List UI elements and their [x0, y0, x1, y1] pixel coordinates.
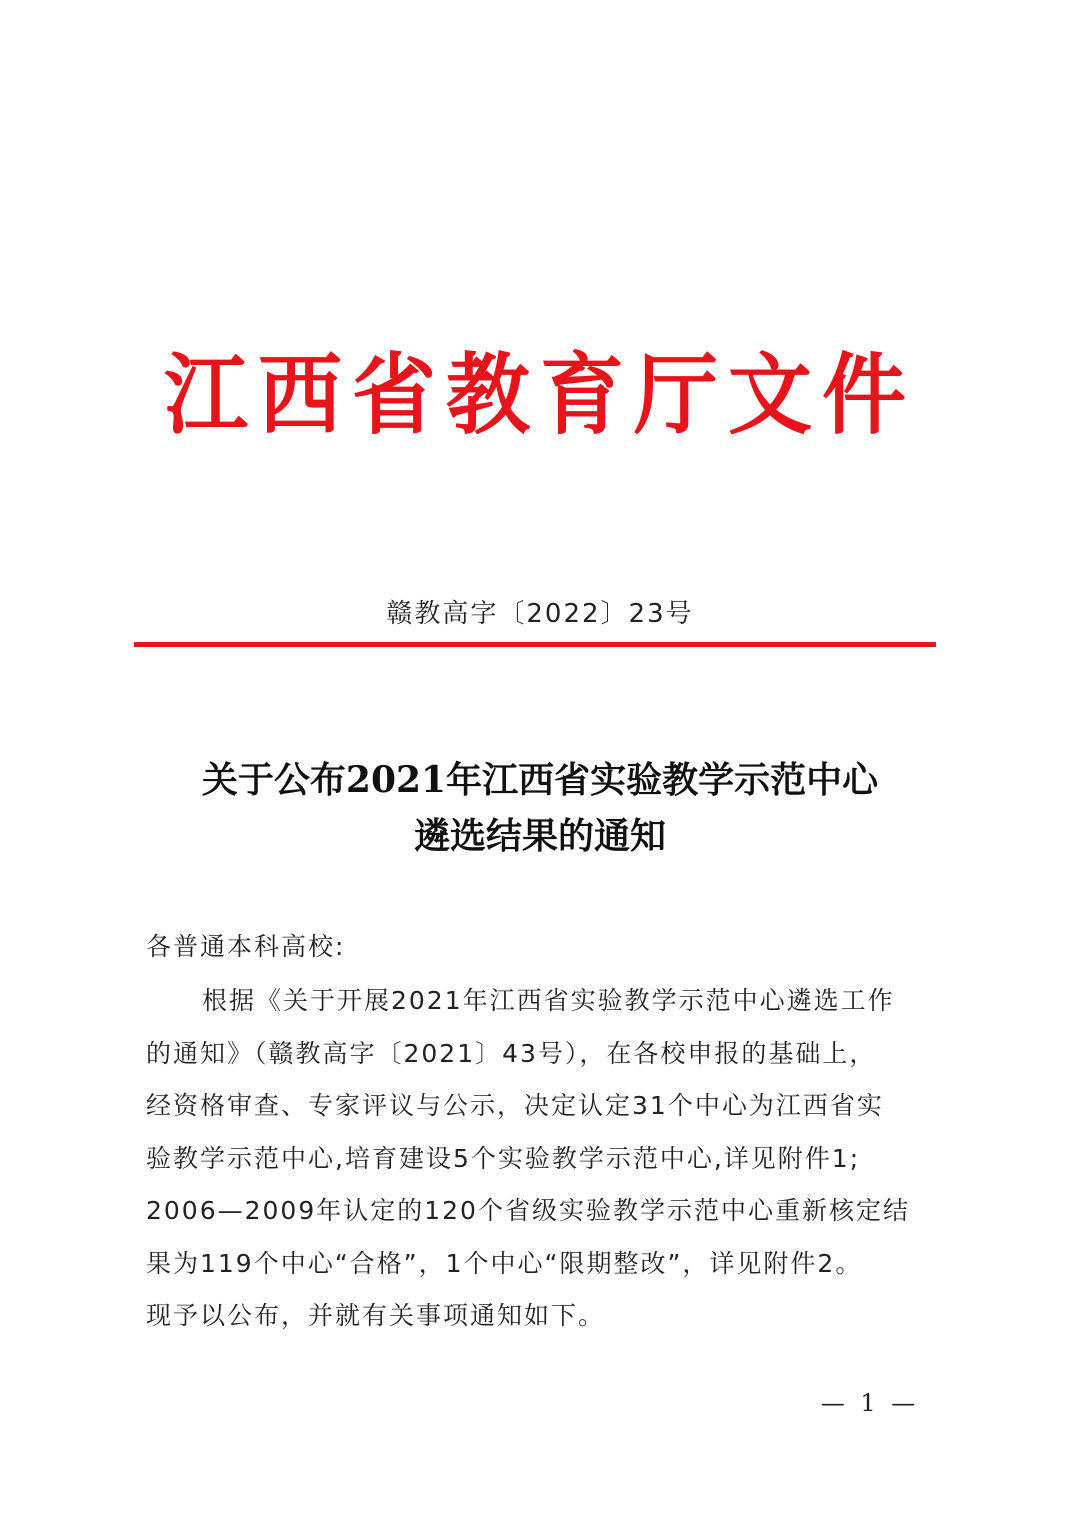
document-title [0, 752, 1080, 864]
body-line: 根据《关于开展2021年江西省实验教学示范中心遴选工作 [202, 986, 895, 1015]
body-line: 经资格审查、专家评议与公示，决定认定31个中心为江西省实 [146, 1091, 884, 1120]
document-number: 赣教高字〔2022〕23号 [386, 599, 694, 629]
page-number: — 1 — [820, 1389, 920, 1417]
body-line: 的通知》（赣教高字〔2021〕43号），在各校申报的基础上， [146, 1038, 877, 1068]
title-line-2: 遴选结果的通知 [413, 815, 666, 857]
body-line: 验教学示范中心,培育建设5个实验教学示范中心,详见附件1; [146, 1143, 861, 1173]
body-line: 果为119个中心“合格”，1个中心“限期整改”，详见附件2。 [146, 1248, 863, 1278]
title-line-1: 关于公布2021年江西省实验教学示范中心 [201, 759, 879, 801]
body-paragraph [146, 975, 946, 1343]
red-separator-rule [134, 642, 936, 647]
salutation: 各普通本科高校: [146, 932, 346, 961]
body-line: 现予以公布，并就有关事项通知如下。 [146, 1301, 606, 1330]
issuer-masthead: 江西省教育厅文件 [163, 342, 916, 447]
body-line: 2006—2009年认定的120个省级实验教学示范中心重新核定结 [146, 1196, 910, 1225]
